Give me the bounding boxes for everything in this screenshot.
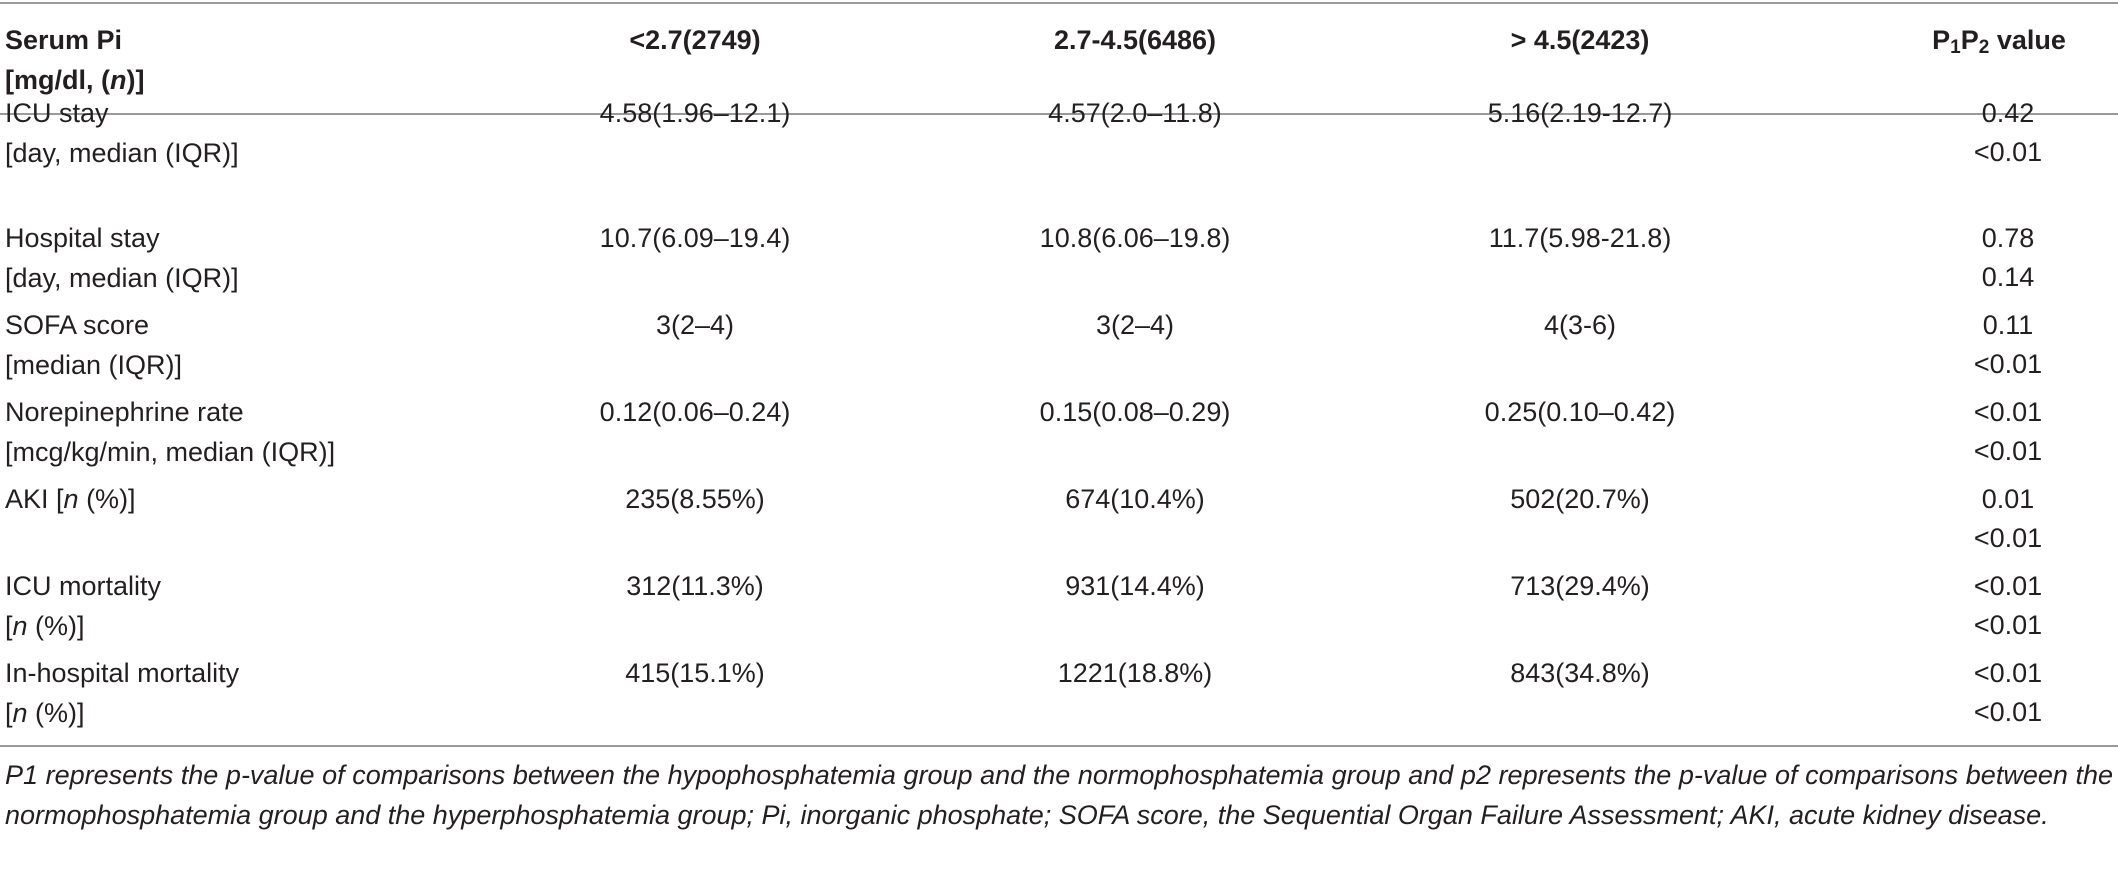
row-label-line1: Norepinephrine rate [5, 397, 244, 427]
row-label-line1: In-hospital mortality [5, 658, 240, 688]
cell-low: 3(2–4) [655, 310, 735, 340]
cell-low: 0.12(0.06–0.24) [599, 397, 791, 427]
cell-low: 235(8.55%) [625, 484, 765, 514]
header-unit-close: )] [126, 65, 145, 95]
header-group-high: > 4.5(2423) [1510, 25, 1650, 55]
row-label-n-italic: n [12, 698, 28, 728]
table-top-rule [0, 2, 2118, 4]
cell-high: 843(34.8%) [1510, 658, 1650, 688]
header-serum-pi-line1: Serum Pi [5, 25, 123, 55]
cell-normal: 931(14.4%) [1065, 571, 1205, 601]
cell-p1: 0.78 [1981, 223, 2035, 253]
header-p-sub-2: 2 [1978, 37, 1990, 58]
row-label-line2 [5, 693, 239, 733]
cell-high: 4(3-6) [1543, 310, 1617, 340]
table-row [0, 479, 2118, 565]
header-p-suffix: value [1989, 25, 2066, 55]
row-label [5, 479, 136, 519]
row-label [5, 93, 239, 173]
row-label [5, 653, 239, 733]
header-p-letter-1: P [1932, 25, 1951, 55]
row-label-line1: ICU stay [5, 98, 109, 128]
row-label-line1: Hospital stay [5, 223, 160, 253]
cell-normal: 674(10.4%) [1065, 484, 1205, 514]
table-row [0, 653, 2118, 739]
cell-p2: <0.01 [1973, 610, 2043, 640]
header-n-italic: n [109, 65, 127, 95]
header-p-sub-1: 1 [1950, 37, 1961, 58]
row-label-post: (%)] [27, 698, 85, 728]
cell-p2: <0.01 [1973, 137, 2043, 167]
row-label-pre: AKI [ [5, 484, 64, 514]
row-label-pre: [ [5, 611, 13, 641]
header-serum-pi [5, 20, 144, 100]
cell-p1: <0.01 [1973, 397, 2043, 427]
row-label [5, 566, 161, 646]
row-label-line2: [day, median (IQR)] [5, 138, 239, 168]
row-label-line2: [day, median (IQR)] [5, 263, 239, 293]
table-row [0, 218, 2118, 304]
cell-p1: 0.42 [1981, 98, 2035, 128]
table-bottom-rule [0, 745, 2118, 747]
cell-normal: 3(2–4) [1095, 310, 1175, 340]
cell-normal: 1221(18.8%) [1057, 658, 1213, 688]
cell-normal: 0.15(0.08–0.29) [1039, 397, 1231, 427]
cell-p1: 0.11 [1982, 310, 2034, 340]
row-label-line1: ICU mortality [5, 571, 162, 601]
row-label [5, 305, 182, 385]
cell-high: 502(20.7%) [1510, 484, 1650, 514]
cell-high: 0.25(0.10–0.42) [1484, 397, 1676, 427]
row-label-line2: [mcg/kg/min, median (IQR)] [5, 437, 336, 467]
cell-p2: <0.01 [1973, 523, 2043, 553]
cell-high: 5.16(2.19-12.7) [1487, 98, 1673, 128]
header-unit-text: [mg/dl, ( [5, 65, 110, 95]
cell-normal: 4.57(2.0–11.8) [1048, 98, 1222, 128]
cell-p2: <0.01 [1973, 697, 2043, 727]
header-p-letter-2: P [1960, 25, 1979, 55]
cell-p2: <0.01 [1973, 349, 2043, 379]
table-row [0, 566, 2118, 652]
row-label-n-italic: n [12, 611, 28, 641]
row-label-line1 [5, 479, 136, 519]
cell-low: 312(11.3%) [626, 571, 764, 601]
header-group-low: <2.7(2749) [629, 25, 761, 55]
row-label [5, 218, 239, 298]
row-label-post: (%)] [78, 484, 136, 514]
header-p-value [1880, 20, 2118, 60]
cell-normal: 10.8(6.06–19.8) [1039, 223, 1231, 253]
table-row [0, 93, 2118, 179]
cell-low: 415(15.1%) [625, 658, 765, 688]
row-label-n-italic: n [63, 484, 79, 514]
table-row [0, 392, 2118, 478]
cell-high: 11.7(5.98-21.8) [1488, 223, 1672, 253]
cell-p2: <0.01 [1973, 436, 2043, 466]
cell-p2: 0.14 [1981, 262, 2035, 292]
table-footnote: P1 represents the p-value of comparisons between the hypophosphatemia group and the normophosphatemia group and p2 represents the p-value of comparisons between the normophosphatemia group and the hyperphosphatemia group; Pi, inorganic phosphate; SOFA score, the Sequential Organ Failure Assessment; AKI, acute kidney disease. [5, 760, 2113, 830]
cell-low: 10.7(6.09–19.4) [599, 223, 791, 253]
row-label-post: (%)] [27, 611, 85, 641]
row-label-line2 [5, 606, 161, 646]
cell-low: 4.58(1.96–12.1) [599, 98, 791, 128]
cell-p1: <0.01 [1973, 571, 2043, 601]
header-group-normal: 2.7-4.5(6486) [1053, 25, 1217, 55]
cell-p1: <0.01 [1973, 658, 2043, 688]
row-label [5, 392, 335, 472]
row-label-line1: SOFA score [5, 310, 150, 340]
row-label-line2: [median (IQR)] [5, 350, 183, 380]
table-row [0, 305, 2118, 391]
row-label-pre: [ [5, 698, 13, 728]
cell-p1: 0.01 [1981, 484, 2035, 514]
cell-high: 713(29.4%) [1510, 571, 1650, 601]
